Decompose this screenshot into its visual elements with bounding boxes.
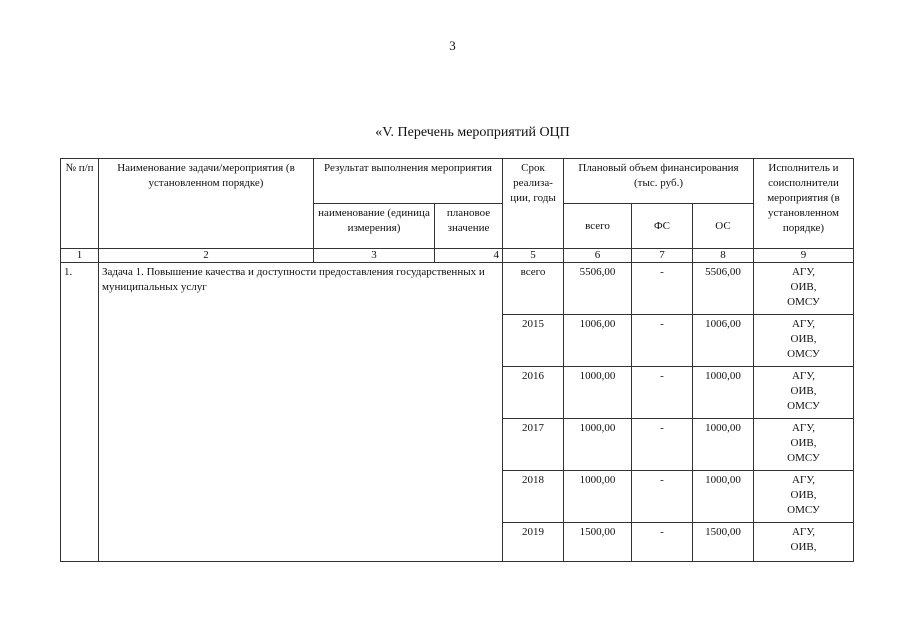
row-fs: - [632, 367, 693, 419]
task-number: 1. [61, 263, 99, 562]
column-number: 3 [314, 249, 435, 263]
column-number: 9 [754, 249, 854, 263]
column-number: 1 [61, 249, 99, 263]
column-number: 2 [99, 249, 314, 263]
row-os: 1006,00 [693, 315, 754, 367]
row-os: 1000,00 [693, 419, 754, 471]
header-result-value: плановое значение [435, 204, 503, 249]
row-year: 2019 [503, 523, 564, 562]
column-number: 5 [503, 249, 564, 263]
row-os: 1000,00 [693, 471, 754, 523]
column-number: 4 [435, 249, 503, 263]
header-result-name: наименование (единица измерения) [314, 204, 435, 249]
page-number: 3 [449, 38, 456, 53]
row-year: 2017 [503, 419, 564, 471]
row-year: 2015 [503, 315, 564, 367]
row-total: 1000,00 [564, 419, 632, 471]
row-executor: АГУ, ОИВ, [754, 523, 854, 562]
header-total: всего [564, 204, 632, 249]
measures-table [60, 158, 854, 562]
row-year: всего [503, 263, 564, 315]
header-executor: Исполнитель и соисполнители мероприятия (в установленном порядке) [754, 159, 854, 249]
task-name: Задача 1. Повышение качества и доступности предоставления государственных и муниципальных услуг [99, 263, 503, 562]
row-executor: АГУ, ОИВ, ОМСУ [754, 419, 854, 471]
row-total: 1006,00 [564, 315, 632, 367]
row-year: 2016 [503, 367, 564, 419]
column-number: 6 [564, 249, 632, 263]
row-total: 1000,00 [564, 471, 632, 523]
row-fs: - [632, 263, 693, 315]
row-os: 1500,00 [693, 523, 754, 562]
row-fs: - [632, 419, 693, 471]
header-term: Срок реализа-ции, годы [503, 159, 564, 249]
row-total: 1000,00 [564, 367, 632, 419]
header-fs: ФС [632, 204, 693, 249]
header-name: Наименование задачи/мероприятия (в установленном порядке) [99, 159, 314, 249]
table-row [61, 263, 854, 315]
header-os: ОС [693, 204, 754, 249]
row-executor: АГУ, ОИВ, ОМСУ [754, 315, 854, 367]
column-number: 8 [693, 249, 754, 263]
column-number-row [61, 249, 854, 263]
header-num: № п/п [61, 159, 99, 249]
row-executor: АГУ, ОИВ, ОМСУ [754, 263, 854, 315]
row-total: 1500,00 [564, 523, 632, 562]
row-total: 5506,00 [564, 263, 632, 315]
column-number: 7 [632, 249, 693, 263]
row-os: 5506,00 [693, 263, 754, 315]
header-row-1 [61, 159, 854, 204]
row-executor: АГУ, ОИВ, ОМСУ [754, 471, 854, 523]
header-result: Результат выполнения мероприятия [314, 159, 503, 204]
row-executor: АГУ, ОИВ, ОМСУ [754, 367, 854, 419]
row-fs: - [632, 471, 693, 523]
row-fs: - [632, 315, 693, 367]
row-year: 2018 [503, 471, 564, 523]
header-funding: Плановый объем финансирования (тыс. руб.) [564, 159, 754, 204]
row-os: 1000,00 [693, 367, 754, 419]
row-fs: - [632, 523, 693, 562]
section-title: «V. Перечень мероприятий ОЦП [375, 125, 570, 140]
